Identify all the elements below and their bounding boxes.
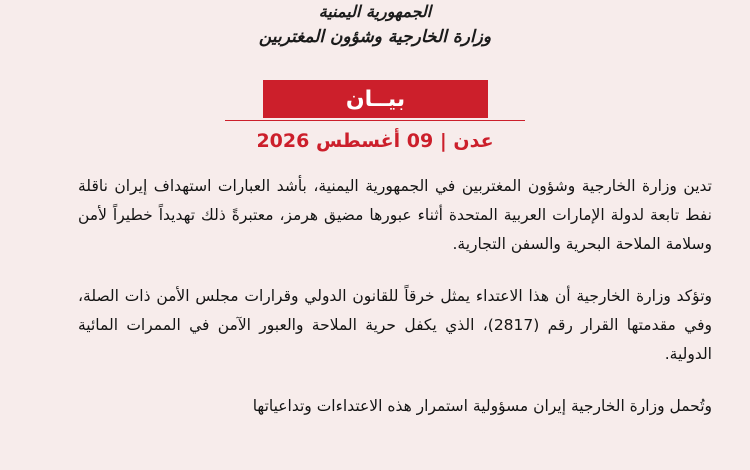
ministry-name: وزارة الخارجية وشؤون المغتربين bbox=[258, 27, 492, 47]
ministry-header bbox=[0, 0, 750, 56]
statement-banner: بيــان bbox=[263, 80, 488, 118]
statement-body bbox=[78, 172, 712, 444]
country-name: الجمهورية اليمنية bbox=[318, 2, 432, 21]
banner-divider bbox=[225, 120, 525, 121]
paragraph-2: وتؤكد وزارة الخارجية أن هذا الاعتداء يمثل خرقاً للقانون الدولي وقرارات مجلس الأمن ذات الصلة، وفي مقدمتها القرار رقم (2817)، الذي يكفل حرية الملاحة والعبور الآمن في الممرات المائية الدولية. bbox=[78, 287, 712, 363]
dateline: عدن | 09 أغسطس 2026 bbox=[256, 130, 494, 152]
paragraph-1: تدين وزارة الخارجية وشؤون المغتربين في الجمهورية اليمنية، بأشد العبارات استهداف إيران ناقلة نفط تابعة لدولة الإمارات العربية المتحدة أثناء عبورها مضيق هرمز، معتبرةً ذلك تهديداً خطيراً لأمن وسلامة الملاحة البحرية والسفن التجارية. bbox=[78, 177, 712, 253]
paragraph-3: وتُحمل وزارة الخارجية إيران مسؤولية استمرار هذه الاعتداءات وتداعياتها bbox=[252, 397, 712, 415]
